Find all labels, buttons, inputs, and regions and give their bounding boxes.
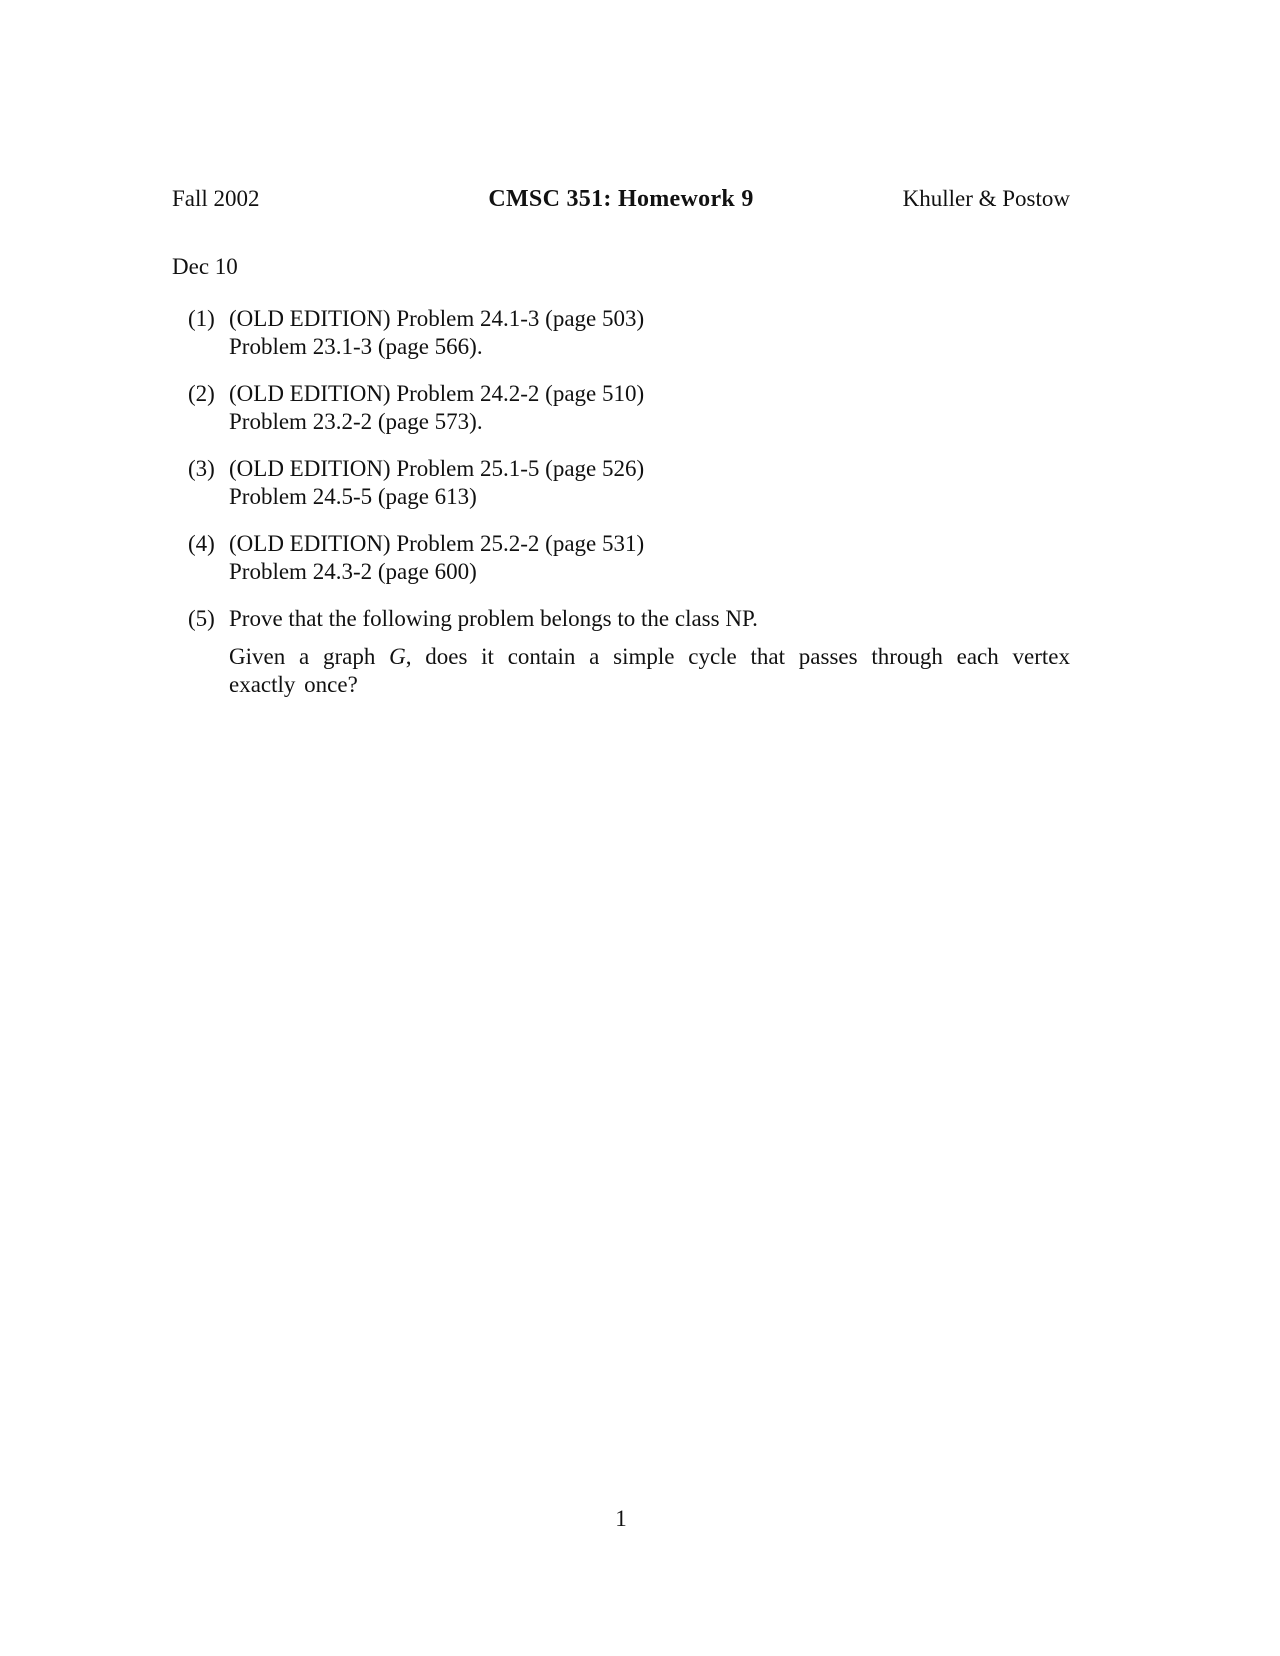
old-edition-reference: (OLD EDITION) Problem 25.1-5 (page 526) bbox=[229, 456, 645, 481]
problem-number: (2) bbox=[188, 381, 215, 406]
new-edition-reference: Problem 24.5-5 (page 613) bbox=[229, 484, 477, 509]
new-edition-reference: Problem 24.3-2 (page 600) bbox=[229, 559, 477, 584]
problem-item-4 bbox=[188, 530, 1070, 586]
old-edition-reference: (OLD EDITION) Problem 24.2-2 (page 510) bbox=[229, 381, 645, 406]
old-edition-reference: (OLD EDITION) Problem 24.1-3 (page 503) bbox=[229, 306, 645, 331]
problem-statement: Prove that the following problem belongs to the class NP. bbox=[229, 606, 758, 631]
problem-question bbox=[229, 643, 1070, 699]
problem-number: (3) bbox=[188, 456, 215, 481]
problem-number: (4) bbox=[188, 531, 215, 556]
problem-item-3 bbox=[188, 455, 1070, 511]
problem-item-5 bbox=[188, 605, 1070, 699]
question-text-end: , does it contain a simple cycle that passes through each vertex exactly once? bbox=[229, 644, 1070, 697]
problem-list bbox=[188, 305, 1070, 718]
page-header bbox=[172, 186, 1070, 216]
new-edition-reference: Problem 23.2-2 (page 573). bbox=[229, 409, 483, 434]
homework-title: CMSC 351: Homework 9 bbox=[488, 186, 754, 212]
problem-number: (5) bbox=[188, 606, 215, 631]
problem-number: (1) bbox=[188, 306, 215, 331]
new-edition-reference: Problem 23.1-3 (page 566). bbox=[229, 334, 483, 359]
due-date: Dec 10 bbox=[172, 254, 238, 279]
graph-variable: G bbox=[389, 644, 406, 669]
authors-label: Khuller & Postow bbox=[902, 186, 1070, 211]
question-text-start: Given a graph bbox=[229, 644, 390, 669]
problem-item-1 bbox=[188, 305, 1070, 361]
problem-item-2 bbox=[188, 380, 1070, 436]
page-number: 1 bbox=[615, 1506, 627, 1531]
semester-label: Fall 2002 bbox=[172, 186, 260, 211]
old-edition-reference: (OLD EDITION) Problem 25.2-2 (page 531) bbox=[229, 531, 645, 556]
